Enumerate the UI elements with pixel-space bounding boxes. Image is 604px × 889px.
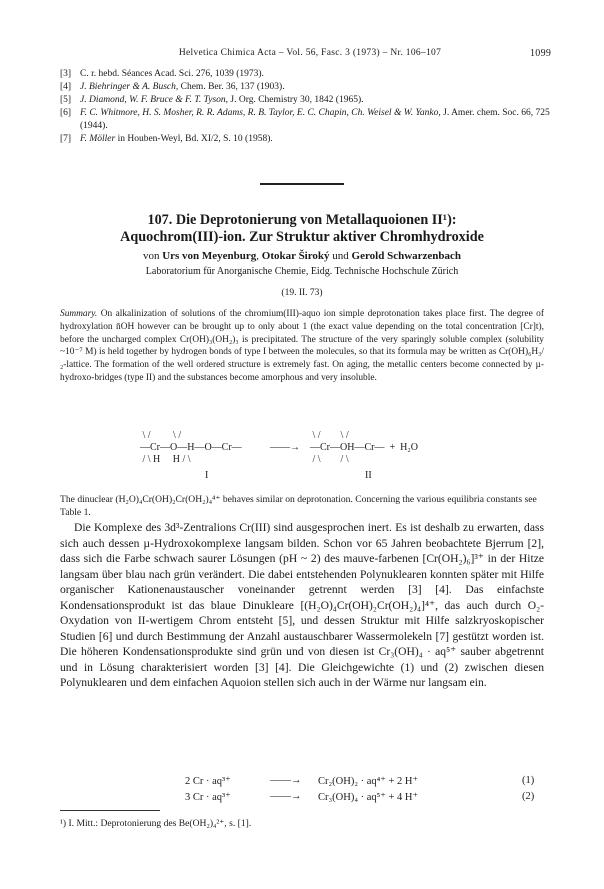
reaction-arrow: ——→ xyxy=(270,442,300,453)
summary-text: On alkalinization of solutions of the chromium(III)-aquo ion simple deprotonation takes place first. The degree of hydroxylation n̄OH however can be brought up to only about 1 (the exact value depending on the total concentration [Cr]t), before the uncharged complex Cr(OH)₃(OH₂)₃ is precipitated. The structure of the very sparingly soluble complex (solubility ~10⁻⁷ M) is held together by hydrogen bonds of type I between the molecules, so that its formula may be written as Cr(OH)₆H₃/₂-lattice. The formation of the well ordered structure is extremely fast. On aging, the metallic centers become connected by µ-hydroxo-bridges (type II) and the substances become amorphous and very insoluble. xyxy=(60,309,544,383)
author-separator: , xyxy=(256,250,262,262)
equation-arrow: ——→ xyxy=(270,791,302,802)
summary-lead: Summary. xyxy=(60,309,98,319)
reference-number: [4] xyxy=(60,82,72,92)
reference-number: [3] xyxy=(60,69,72,79)
title-line-2: Aquochrom(III)-ion. Zur Struktur aktiver Chromhydroxide xyxy=(120,229,484,245)
reference-text: in Houben-Weyl, Bd. XI/2, S. 10 (1958). xyxy=(115,134,273,144)
author-name: Otokar Široký xyxy=(261,250,330,262)
scheme-caption: The dinuclear (H₂O)₄Cr(OH)₂Cr(OH₂)₄⁴⁺ behaves similar on deprotonation. Concerning the various equilibria constants see Table 1. xyxy=(60,494,537,518)
page-number: 1099 xyxy=(530,48,552,59)
body-text xyxy=(60,520,544,691)
reference-item xyxy=(60,68,550,81)
equation-number: (2) xyxy=(522,791,535,802)
reference-list xyxy=(60,68,550,146)
reference-author: J. Biehringer & A. Busch, xyxy=(80,82,179,92)
reference-text: J. Org. Chemistry 30, 1842 (1965). xyxy=(228,95,364,105)
structure-label-ii: II xyxy=(365,470,372,481)
body-paragraph: Die Komplexe des 3d³-Zentralions Cr(III) sind ausgesprochen inert. Es ist deshalb zu erwarten, dass sich auch dessen µ-Hydroxokomplexe langsam bilden. Schon vor 65 Jahren beobachtete Bjerrum [2], dass sich die Farbe schwach saurer Lösungen (pH ~ 2) des mauve-farbenen [Cr(OH₂)₆]³⁺ in der Hitze langsam über blau nach grün verändert. Die dabei entstehenden Polynuklearen konnten später mit Hilfe organischer Kationenaustauscher voneinander getrennt werden [3] [4]. Das einfachste Kondensationsprodukt ist das blaue Dinukleare [(H₂O)₄Cr(OH)₂Cr(OH₂)₄]⁴⁺, das auch durch O₂-Oxydation von II-wertigem Chrom entsteht [5], und dessen Struktur mit Hilfe salzkryoskopischer Studien [6] und durch Bestimmung der Anzahl austauschbarer Wassermolekeln [7] gestützt worden ist. Die höheren Kondensationsprodukte sind grün und von diesen ist Cr₃(OH)₄ · aq⁵⁺ sauber abgetrennt und in Lösung charakterisiert worden [3] [4]. Die Gleichgewichte (1) und (2) zwischen diesen Polynuklearen und dem einfachen Aquoion stellen sich auch in der Wärme nur langsam ein. xyxy=(60,521,544,689)
equation-row xyxy=(60,791,544,807)
equation-arrow: ——→ xyxy=(270,775,302,786)
reference-text: Chem. Ber. 36, 137 (1903). xyxy=(178,82,285,92)
reference-item xyxy=(60,94,550,107)
author-name: Gerold Schwarzenbach xyxy=(351,250,462,262)
structure-ii-mid: —Cr—OH—Cr— + H₂O xyxy=(310,442,419,453)
reference-author: F. C. Whitmore, H. S. Mosher, R. R. Adams, R. B. Taylor, E. C. Chapin, Ch. Weisel & W. Yanko, xyxy=(80,108,441,118)
equation-rhs: Cr₂(OH)₂ · aq⁴⁺ + 2 H⁺ xyxy=(318,776,419,787)
article-title xyxy=(70,212,534,246)
reference-text: C. r. hebd. Séances Acad. Sci. 276, 1039 (1973). xyxy=(80,69,264,79)
equation-row xyxy=(60,775,544,791)
reference-author: F. Möller xyxy=(80,134,116,144)
structure-scheme xyxy=(120,430,480,490)
reference-item xyxy=(60,81,550,94)
reference-author: J. Diamond, W. F. Bruce & F. T. Tyson, xyxy=(80,95,229,105)
section-divider xyxy=(260,183,344,185)
equation-lhs: 2 Cr · aq³⁺ xyxy=(185,776,231,787)
reference-number: [6] xyxy=(60,108,72,118)
structure-ii-bot: / \ / \ xyxy=(310,454,349,465)
reference-item xyxy=(60,133,550,146)
reference-number: [5] xyxy=(60,95,72,105)
received-date: (19. II. 73) xyxy=(281,288,323,298)
reference-number: [7] xyxy=(60,134,72,144)
title-line-1: 107. Die Deprotonierung von Metallaquoionen II¹): xyxy=(147,212,457,228)
running-title: Helvetica Chimica Acta – Vol. 56, Fasc. 3 (1973) – Nr. 106–107 xyxy=(178,48,442,58)
structure-i-mid: —Cr—O—H—O—Cr— xyxy=(140,442,242,453)
reference-text: J. Amer. chem. Soc. 66, 725 (1944). xyxy=(80,108,550,131)
structure-ii-top: \ / \ / xyxy=(310,430,349,441)
author-separator: und xyxy=(329,250,352,262)
structure-i-top: \ / \ / xyxy=(140,430,182,441)
footnote-divider xyxy=(60,810,160,811)
equation-block xyxy=(60,775,544,807)
reference-item xyxy=(60,107,550,133)
equation-rhs: Cr₃(OH)₄ · aq⁵⁺ + 4 H⁺ xyxy=(318,792,419,803)
summary-paragraph xyxy=(60,308,544,385)
structure-label-i: I xyxy=(205,470,209,481)
footnote: ¹) I. Mitt.: Deprotonierung des Be(OH₂)₄²⁺, s. [1]. xyxy=(60,818,252,829)
author-line xyxy=(60,250,544,262)
affiliation: Laboratorium für Anorganische Chemie, Eidg. Technische Hochschule Zürich xyxy=(145,266,459,277)
authors-prefix: von xyxy=(142,250,163,262)
author-name: Urs von Meyenburg xyxy=(162,250,257,262)
structure-i-bot: / \ H H / \ xyxy=(140,454,191,465)
equation-number: (1) xyxy=(522,775,535,786)
equation-lhs: 3 Cr · aq³⁺ xyxy=(185,792,231,803)
